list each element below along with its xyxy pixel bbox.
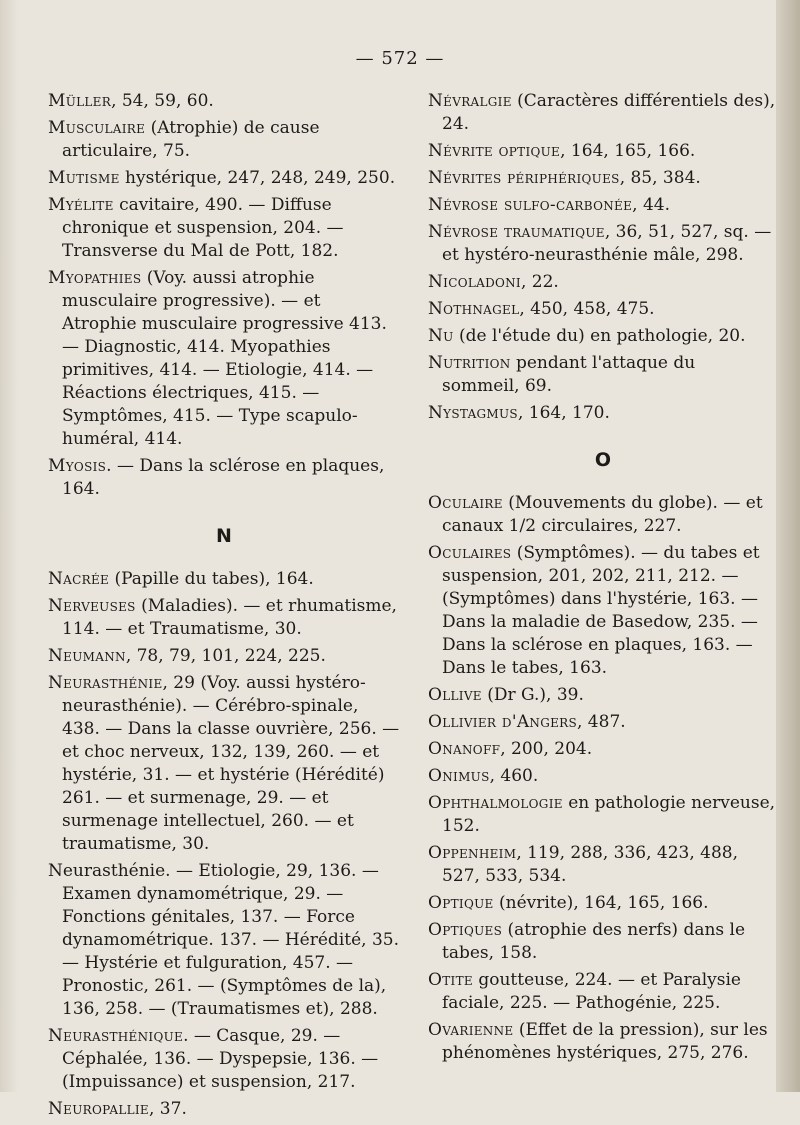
index-entry [428, 271, 778, 294]
entry-headword: Optique [428, 893, 494, 913]
index-entry [48, 194, 400, 263]
entry-headword: Névrose sulfo-carbonée [428, 195, 633, 215]
entry-headword: Ollivier d'Angers [428, 712, 577, 732]
entry-headword: Müller [48, 91, 112, 111]
entry-headword: Myopathies [48, 268, 142, 288]
entry-text: , 200, 204. [500, 739, 593, 759]
entry-headword: Optiques [428, 920, 503, 940]
section-letter-o: O [594, 449, 612, 471]
index-entry [428, 684, 778, 707]
entry-headword: Myosis [48, 456, 107, 476]
entry-headword: Nerveuses [48, 596, 136, 616]
entry-headword: Onimus [428, 766, 490, 786]
entry-headword: Névrite optique [428, 141, 561, 161]
section-letter-n: N [216, 525, 232, 547]
left-column [48, 90, 400, 1125]
index-entry [428, 765, 778, 788]
index-entry [428, 711, 778, 734]
index-entry [428, 325, 778, 348]
entry-text: , 29 (Voy. aussi hystéro-neurasthénie). — Cérébro-spinale, 438. — Dans la classe ouvrière, 256. — et choc nerveux, 132, 139, 260. — et hystérie, 31. — et hystérie (Hérédité) 261. — et surmenage, 29. — et surmenage intellectuel, 260. — et traumatisme, 30. [62, 673, 400, 854]
index-entry [428, 542, 778, 680]
entry-headword: Ollive [428, 685, 482, 705]
index-entry [428, 892, 778, 915]
entry-text: , 36, 51, 527, sq. — et hystéro-neurasthénie mâle, 298. [442, 222, 772, 265]
entry-text: , 78, 79, 101, 224, 225. [125, 646, 326, 666]
entry-text: (Caractères différentiels des), 24. [442, 91, 776, 134]
entry-text: , 44. [632, 195, 670, 215]
entries-m [48, 90, 400, 501]
index-entry [48, 645, 400, 668]
entry-text: (Effet de la pression), sur les phénomènes hystériques, 275, 276. [442, 1020, 768, 1063]
entry-text: , 460. [489, 766, 539, 786]
index-entry [48, 595, 400, 641]
index-entry [48, 1025, 400, 1094]
index-entry [48, 860, 400, 1021]
entry-headword: Névralgie [428, 91, 512, 111]
entry-headword: Nicoladoni [428, 272, 521, 292]
index-entry [48, 267, 400, 451]
page-number: — 572 — [355, 48, 445, 69]
entry-text: , 450, 458, 475. [519, 299, 655, 319]
entry-headword: Oculaire [428, 493, 503, 513]
entry-text: en pathologie nerveuse, 152. [442, 793, 776, 836]
entry-text: , 164, 170. [517, 403, 610, 423]
index-entry [428, 1019, 778, 1065]
entry-text: goutteuse, 224. — et Paralysie faciale, 225. — Pathogénie, 225. [442, 970, 741, 1013]
entry-text: (Mouvements du globe). — et canaux 1/2 circulaires, 227. [442, 493, 763, 536]
entry-headword: Otite [428, 970, 473, 990]
entry-headword: Myélite [48, 195, 114, 215]
entry-headword: Névrites périphériques [428, 168, 620, 188]
scan-shadow-left [0, 0, 18, 1092]
entry-headword: Nacrée [48, 569, 110, 589]
entry-text: , 54, 59, 60. [111, 91, 214, 111]
entry-headword: Mutisme [48, 168, 120, 188]
index-entry [48, 167, 400, 190]
entry-headword: Neumann [48, 646, 126, 666]
entry-text: Neurasthénie. — Etiologie, 29, 136. — Examen dynamométrique, 29. — Fonctions génitales, 137. — Force dynamométrique. 137. — Hérédité, 35. — Hystérie et fulguration, 457. — Pronostic, 261. — (Symptômes de la), 136, 258. — (Traumatismes et), 288. [48, 861, 399, 1019]
entry-text: . — Dans la sclérose en plaques, 164. [62, 456, 385, 499]
entry-text: . — Casque, 29. — Céphalée, 136. — Dyspepsie, 136. — (Impuissance) et suspension, 217. [62, 1026, 379, 1092]
entry-headword: Nu [428, 326, 454, 346]
index-entry [428, 842, 778, 888]
index-entry [48, 90, 400, 113]
index-entry [428, 221, 778, 267]
entry-text: (Symptômes). — du tabes et suspension, 201, 202, 211, 212. — (Symptômes) dans l'hystérie, 163. — Dans la maladie de Basedow, 235. — Dans la sclérose en plaques, 163. — Dans le tabes, 163. [442, 543, 760, 678]
entry-text: , 37. [149, 1099, 187, 1119]
entry-text: pendant l'attaque du sommeil, 69. [442, 353, 696, 396]
index-entry [48, 455, 400, 501]
entry-text: , 164, 165, 166. [560, 141, 696, 161]
entry-headword: Ovarienne [428, 1020, 514, 1040]
entry-headword: Nystagmus [428, 403, 518, 423]
entry-text: (névrite), 164, 165, 166. [493, 893, 709, 913]
index-entry [428, 140, 778, 163]
entries-n-continued [428, 90, 778, 425]
entry-text: cavitaire, 490. — Diffuse chronique et suspension, 204. — Transverse du Mal de Pott, 182. [62, 195, 344, 261]
right-column [428, 90, 778, 1069]
entry-text: , 85, 384. [619, 168, 701, 188]
entry-headword: Neuropallie [48, 1099, 149, 1119]
index-entry [48, 117, 400, 163]
entry-headword: Oculaires [428, 543, 512, 563]
entries-n [48, 568, 400, 1121]
entry-headword: Oppenheim [428, 843, 517, 863]
index-entry [428, 90, 778, 136]
entry-text: (Dr G.), 39. [481, 685, 584, 705]
entry-text: , 119, 288, 336, 423, 488, 527, 533, 534. [442, 843, 738, 886]
entry-text: (atrophie des nerfs) dans le tabes, 158. [442, 920, 746, 963]
entry-headword: Onanoff [428, 739, 501, 759]
entry-headword: Ophthalmologie [428, 793, 563, 813]
entry-headword: Neurasthénique [48, 1026, 184, 1046]
entry-text: (Atrophie) de cause articulaire, 75. [62, 118, 320, 161]
scan-shadow-right [776, 0, 800, 1092]
index-entry [48, 568, 400, 591]
index-entry [428, 738, 778, 761]
index-entry [48, 672, 400, 856]
entry-headword: Nothnagel [428, 299, 520, 319]
entry-text: , 487. [577, 712, 626, 732]
index-entry [428, 298, 778, 321]
index-entry [428, 352, 778, 398]
index-entry [428, 402, 778, 425]
index-entry [428, 492, 778, 538]
entry-headword: Musculaire [48, 118, 146, 138]
index-entry [428, 792, 778, 838]
entry-headword: Nutrition [428, 353, 511, 373]
entries-o [428, 492, 778, 1065]
entry-text: (Maladies). — et rhumatisme, 114. — et Traumatisme, 30. [62, 596, 397, 639]
index-entry [428, 919, 778, 965]
entry-text: (Papille du tabes), 164. [109, 569, 314, 589]
index-entry [428, 194, 778, 217]
entry-text: (de l'étude du) en pathologie, 20. [453, 326, 746, 346]
entry-headword: Neurasthénie [48, 673, 163, 693]
index-entry [48, 1098, 400, 1121]
entry-text: , 22. [520, 272, 559, 292]
entry-headword: Névrose traumatique [428, 222, 605, 242]
index-entry [428, 167, 778, 190]
index-entry [428, 969, 778, 1015]
entry-text: (Voy. aussi atrophie musculaire progressive). — et Atrophie musculaire progressive 413. — Diagnostic, 414. Myopathies primitives, 414. — Etiologie, 414. — Réactions électriques, 415. — Symptômes, 415. — Type scapulo-huméral, 414. [62, 268, 387, 449]
entry-text: hystérique, 247, 248, 249, 250. [119, 168, 396, 188]
